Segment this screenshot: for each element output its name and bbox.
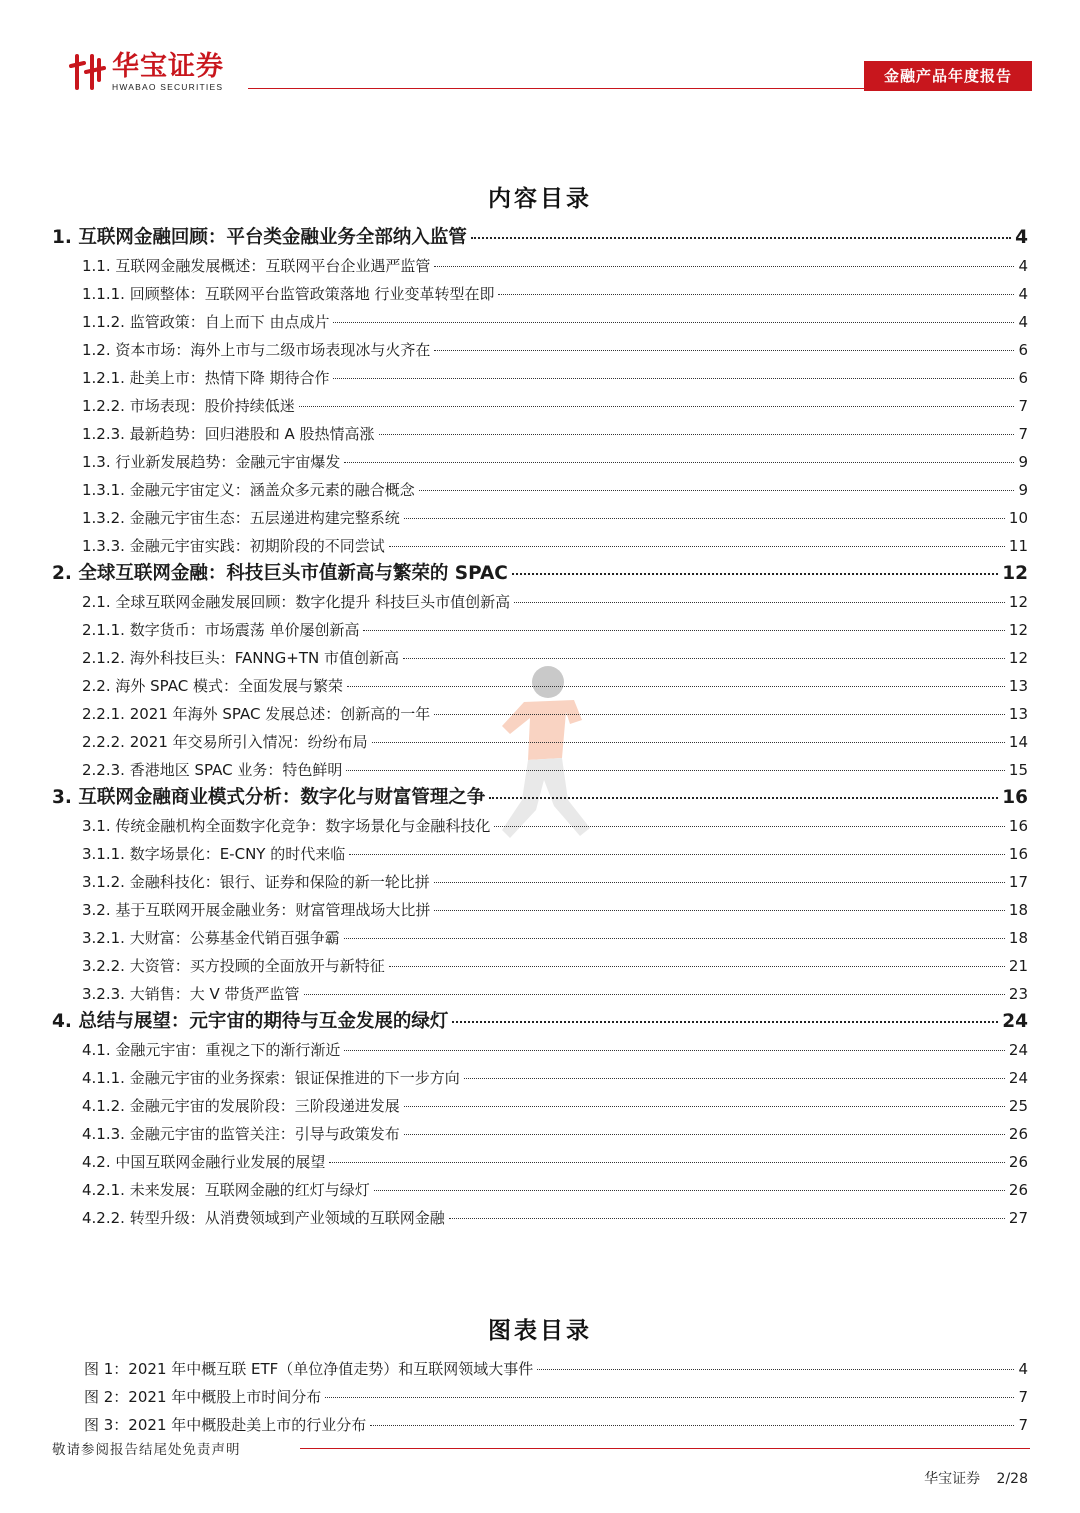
footer-divider: [300, 1448, 1030, 1449]
dot-leader: [471, 237, 1011, 239]
figure-list-title: 图表目录: [488, 1318, 592, 1344]
toc-entry-page: 4: [1018, 285, 1028, 303]
dot-leader: [346, 770, 1005, 771]
dot-leader: [514, 602, 1005, 603]
brand-name-en: HWABAO SECURITIES: [112, 82, 224, 92]
figure-entry-label: 图 2：2021 年中概股上市时间分布: [84, 1388, 322, 1406]
toc-entry-page: 7: [1018, 425, 1028, 443]
toc-entry-page: 14: [1008, 733, 1028, 751]
dot-leader: [372, 742, 1005, 743]
toc-entry-page: 26: [1008, 1125, 1028, 1143]
toc-entry-level-3[interactable]: [52, 308, 1028, 336]
toc-entry-label: 1.2.1. 赴美上市：热情下降 期待合作: [82, 369, 330, 387]
toc-entry-label: 2. 全球互联网金融：科技巨头市值新高与繁荣的 SPAC: [52, 563, 508, 584]
toc-entry-page: 4: [1018, 313, 1028, 331]
toc-entry-level-2[interactable]: [52, 1148, 1028, 1176]
toc-entry-label: 2.1. 全球互联网金融发展回顾：数字化提升 科技巨头市值创新高: [82, 593, 511, 611]
toc-entry-label: 2.2.3. 香港地区 SPAC 业务：特色鲜明: [82, 761, 343, 779]
dot-leader: [404, 518, 1005, 519]
toc-entry-page: 24: [1008, 1041, 1028, 1059]
toc-entry-label: 1.3. 行业新发展趋势：金融元宇宙爆发: [82, 453, 341, 471]
dot-leader: [434, 882, 1005, 883]
figure-entry-label: 图 3：2021 年中概股赴美上市的行业分布: [84, 1416, 367, 1434]
toc-entry-level-2[interactable]: [52, 896, 1028, 924]
toc-entry-level-3[interactable]: [52, 952, 1028, 980]
toc-entry-level-1[interactable]: [52, 224, 1028, 252]
toc-entry-label: 4.1.1. 金融元宇宙的业务探索：银证保推进的下一步方向: [82, 1069, 460, 1087]
toc-entry-page: 13: [1008, 677, 1028, 695]
toc-entry-label: 4. 总结与展望：元宇宙的期待与互金发展的绿灯: [52, 1011, 449, 1032]
dot-leader: [404, 1106, 1005, 1107]
toc-entry-label: 1.2.2. 市场表现：股价持续低迷: [82, 397, 295, 415]
toc-entry-label: 4.2.2. 转型升级：从消费领域到产业领域的互联网金融: [82, 1209, 445, 1227]
toc-entry-page: 21: [1008, 957, 1028, 975]
dot-leader: [349, 854, 1005, 855]
dot-leader: [333, 322, 1014, 323]
toc-entry-label: 2.2.1. 2021 年海外 SPAC 发展总述：创新高的一年: [82, 705, 431, 723]
toc-entry-level-3[interactable]: [52, 644, 1028, 672]
toc-entry-level-3[interactable]: [52, 1092, 1028, 1120]
toc-entry-label: 4.2. 中国互联网金融行业发展的展望: [82, 1153, 326, 1171]
figure-entry-page: 4: [1018, 1360, 1028, 1378]
toc-entry-level-2[interactable]: [52, 812, 1028, 840]
toc-entry-level-3[interactable]: [52, 700, 1028, 728]
brand-name-cn: 华宝证券: [112, 51, 224, 82]
toc-entry-page: 26: [1008, 1181, 1028, 1199]
toc-entry-page: 24: [1008, 1069, 1028, 1087]
toc-entry-page: 11: [1008, 537, 1028, 555]
footer-brand: 华宝证券: [924, 1471, 981, 1487]
toc-entry-label: 3.2.3. 大销售：大 V 带货严监管: [82, 985, 300, 1003]
page-header: [0, 0, 1080, 100]
toc-entry-level-3[interactable]: [52, 280, 1028, 308]
toc-entry-level-3[interactable]: [52, 1204, 1028, 1232]
dot-leader: [333, 378, 1014, 379]
toc-entry-page: 27: [1008, 1209, 1028, 1227]
toc-entry-page: 12: [1008, 621, 1028, 639]
toc-entry-label: 1.1.2. 监管政策：自上而下 由点成片: [82, 313, 330, 331]
toc-title: 内容目录: [488, 186, 592, 212]
toc-entry-page: 24: [1002, 1011, 1028, 1032]
toc-entry-page: 6: [1018, 369, 1028, 387]
figure-entry-page: 7: [1018, 1388, 1028, 1406]
figure-entry[interactable]: [52, 1383, 1028, 1411]
hwabao-logo-icon: [68, 52, 108, 92]
toc-entry-level-3[interactable]: [52, 756, 1028, 784]
dot-leader: [347, 686, 1005, 687]
toc-entry-level-3[interactable]: [52, 924, 1028, 952]
toc-entry-label: 3.1.2. 金融科技化：银行、证券和保险的新一轮比拼: [82, 873, 430, 891]
dot-leader: [325, 1397, 1014, 1398]
report-type-tag: 金融产品年度报告: [864, 61, 1032, 91]
toc-entry-label: 4.1.2. 金融元宇宙的发展阶段：三阶段递进发展: [82, 1097, 400, 1115]
toc-entry-label: 1.1. 互联网金融发展概述：互联网平台企业遇严监管: [82, 257, 431, 275]
figure-entry-page: 7: [1018, 1416, 1028, 1434]
dot-leader: [403, 658, 1005, 659]
dot-leader: [494, 826, 1005, 827]
toc-entry-level-3[interactable]: [52, 392, 1028, 420]
toc-entry-level-3[interactable]: [52, 980, 1028, 1008]
toc-entry-page: 9: [1018, 481, 1028, 499]
dot-leader: [389, 966, 1005, 967]
toc-entry-page: 4: [1018, 257, 1028, 275]
toc-entry-level-3[interactable]: [52, 840, 1028, 868]
toc-entry-page: 16: [1008, 845, 1028, 863]
dot-leader: [389, 546, 1005, 547]
toc-entry-level-2[interactable]: [52, 252, 1028, 280]
toc-entry-level-2[interactable]: [52, 672, 1028, 700]
toc-entry-page: 12: [1008, 593, 1028, 611]
dot-leader: [374, 1190, 1005, 1191]
toc-entry-label: 3.1. 传统金融机构全面数字化竞争：数字场景化与金融科技化: [82, 817, 491, 835]
toc-entry-label: 4.1. 金融元宇宙：重视之下的渐行渐近: [82, 1041, 341, 1059]
toc-entry-level-1[interactable]: [52, 784, 1028, 812]
toc-entry-label: 3.2. 基于互联网开展金融业务：财富管理战场大比拼: [82, 901, 431, 919]
toc-entry-label: 1. 互联网金融回顾：平台类金融业务全部纳入监管: [52, 227, 467, 248]
toc-entry-label: 1.2.3. 最新趋势：回归港股和 A 股热情高涨: [82, 425, 375, 443]
toc-entry-label: 1.2. 资本市场：海外上市与二级市场表现冰与火齐在: [82, 341, 431, 359]
dot-leader: [344, 938, 1005, 939]
toc-entry-level-2[interactable]: [52, 1036, 1028, 1064]
toc-entry-level-3[interactable]: [52, 1176, 1028, 1204]
dot-leader: [464, 1078, 1005, 1079]
dot-leader: [419, 490, 1015, 491]
dot-leader: [404, 1134, 1005, 1135]
toc-entry-level-1[interactable]: [52, 560, 1028, 588]
toc-entry-level-3[interactable]: [52, 616, 1028, 644]
dot-leader: [452, 1021, 998, 1023]
dot-leader: [434, 910, 1005, 911]
toc-entry-level-3[interactable]: [52, 364, 1028, 392]
toc-entry-level-3[interactable]: [52, 504, 1028, 532]
figure-entry-label: 图 1：2021 年中概互联 ETF（单位净值走势）和互联网领域大事件: [84, 1360, 534, 1378]
toc-entry-level-3[interactable]: [52, 420, 1028, 448]
toc-entry-label: 2.2. 海外 SPAC 模式：全面发展与繁荣: [82, 677, 344, 695]
toc-entry-page: 13: [1008, 705, 1028, 723]
toc-entry-label: 1.3.3. 金融元宇宙实践：初期阶段的不同尝试: [82, 537, 385, 555]
toc-entry-label: 3.2.2. 大资管：买方投顾的全面放开与新特征: [82, 957, 385, 975]
toc-entry-level-2[interactable]: [52, 588, 1028, 616]
toc-entry-label: 3.1.1. 数字场景化：E-CNY 的时代来临: [82, 845, 346, 863]
header-divider: [248, 88, 864, 89]
toc-entry-page: 7: [1018, 397, 1028, 415]
toc-entry-level-3[interactable]: [52, 1064, 1028, 1092]
toc-entry-label: 2.1.1. 数字货币：市场震荡 单价屡创新高: [82, 621, 360, 639]
toc-entry-label: 1.3.1. 金融元宇宙定义：涵盖众多元素的融合概念: [82, 481, 415, 499]
dot-leader: [344, 462, 1014, 463]
toc-entry-page: 15: [1008, 761, 1028, 779]
dot-leader: [434, 714, 1005, 715]
toc-entry-page: 26: [1008, 1153, 1028, 1171]
toc-entry-level-3[interactable]: [52, 868, 1028, 896]
dot-leader: [344, 1050, 1005, 1051]
toc-entry-page: 6: [1018, 341, 1028, 359]
dot-leader: [363, 630, 1004, 631]
dot-leader: [512, 573, 998, 575]
toc-entry-level-3[interactable]: [52, 728, 1028, 756]
toc-entry-label: 4.1.3. 金融元宇宙的监管关注：引导与政策发布: [82, 1125, 400, 1143]
toc-entry-page: 16: [1008, 817, 1028, 835]
dot-leader: [449, 1218, 1005, 1219]
dot-leader: [434, 266, 1014, 267]
toc-entry-label: 2.2.2. 2021 年交易所引入情况：纷纷布局: [82, 733, 368, 751]
toc-entry-page: 18: [1008, 929, 1028, 947]
footer-meta: [924, 1468, 1028, 1488]
toc-entry-label: 2.1.2. 海外科技巨头：FANNG+TN 市值创新高: [82, 649, 400, 667]
toc-entry-page: 10: [1008, 509, 1028, 527]
toc-entry-label: 1.3.2. 金融元宇宙生态：五层递进构建完整系统: [82, 509, 400, 527]
toc-entry-label: 3.2.1. 大财富：公募基金代销百强争霸: [82, 929, 340, 947]
toc-entry-page: 18: [1008, 901, 1028, 919]
dot-leader: [379, 434, 1015, 435]
toc-entry-page: 12: [1008, 649, 1028, 667]
toc-entry-page: 17: [1008, 873, 1028, 891]
dot-leader: [537, 1369, 1014, 1370]
dot-leader: [498, 294, 1014, 295]
toc-entry-page: 9: [1018, 453, 1028, 471]
dot-leader: [370, 1425, 1014, 1426]
toc-entry-level-2[interactable]: [52, 336, 1028, 364]
toc-entry-page: 4: [1015, 227, 1028, 248]
toc-entry-level-3[interactable]: [52, 532, 1028, 560]
toc-entry-level-1[interactable]: [52, 1008, 1028, 1036]
disclaimer-notice: 敬请参阅报告结尾处免责声明: [52, 1442, 241, 1458]
dot-leader: [299, 406, 1015, 407]
toc-entry-level-3[interactable]: [52, 1120, 1028, 1148]
dot-leader: [434, 350, 1014, 351]
page-number: 2/28: [996, 1471, 1028, 1487]
toc-entry-level-3[interactable]: [52, 476, 1028, 504]
brand-logo[interactable]: [68, 52, 258, 92]
toc-entry-level-2[interactable]: [52, 448, 1028, 476]
figure-entry[interactable]: [52, 1411, 1028, 1439]
toc-entry-page: 25: [1008, 1097, 1028, 1115]
figure-entry[interactable]: [52, 1355, 1028, 1383]
toc-entry-page: 12: [1002, 563, 1028, 584]
toc-entry-page: 23: [1008, 985, 1028, 1003]
dot-leader: [304, 994, 1005, 995]
toc-entry-label: 4.2.1. 未来发展：互联网金融的红灯与绿灯: [82, 1181, 370, 1199]
toc-entry-label: 1.1.1. 回顾整体：互联网平台监管政策落地 行业变革转型在即: [82, 285, 495, 303]
toc-entry-label: 3. 互联网金融商业模式分析：数字化与财富管理之争: [52, 787, 486, 808]
dot-leader: [329, 1162, 1005, 1163]
toc-entry-page: 16: [1002, 787, 1028, 808]
dot-leader: [489, 797, 998, 799]
